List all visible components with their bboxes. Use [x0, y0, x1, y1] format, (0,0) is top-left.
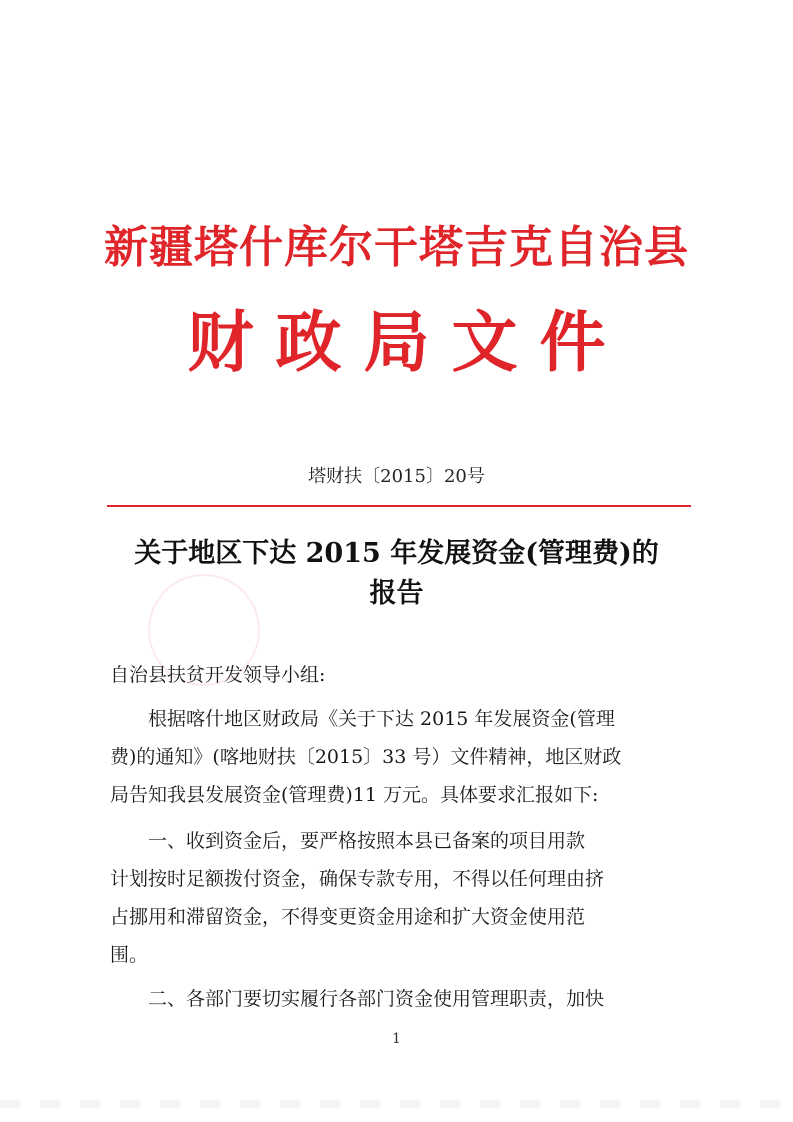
- paragraph-1: [110, 700, 686, 814]
- addressee: 自治县扶贫开发领导小组:: [110, 664, 326, 686]
- paragraph-line: 一、收到资金后，要严格按照本县已备案的项目用款: [110, 830, 586, 852]
- paragraph-3: [110, 980, 686, 1018]
- paragraph-line: 占挪用和滞留资金，不得变更资金用途和扩大资金使用范: [110, 906, 586, 928]
- document-title: [110, 534, 683, 614]
- page-number: 1: [392, 1031, 401, 1047]
- paragraph-line: 根据喀什地区财政局《关于下达 2015 年发展资金(管理: [110, 708, 615, 730]
- paragraph-2: [110, 822, 686, 974]
- red-divider-line: [107, 505, 691, 507]
- paragraph-line: 局告知我县发展资金(管理费)11 万元。具体要求汇报如下:: [110, 784, 599, 806]
- paragraph-line: 二、各部门要切实履行各部门资金使用管理职责，加快: [110, 988, 605, 1010]
- issuer-header-line1: 新疆塔什库尔干塔吉克自治县: [104, 222, 689, 273]
- title-line-1: 关于地区下达 2015 年发展资金(管理费)的: [134, 538, 659, 569]
- issuer-header-line2: 财政局文件: [187, 303, 628, 381]
- title-line-2: 报告: [369, 578, 424, 609]
- paragraph-line: 费)的通知》(喀地财扶〔2015〕33 号）文件精神，地区财政: [110, 746, 622, 768]
- scan-edge-artifact: [0, 1100, 793, 1108]
- document-number: 塔财扶〔2015〕20号: [308, 466, 485, 487]
- paragraph-line: 围。: [110, 944, 149, 966]
- paragraph-line: 计划按时足额拨付资金，确保专款专用，不得以任何理由挤: [110, 868, 605, 890]
